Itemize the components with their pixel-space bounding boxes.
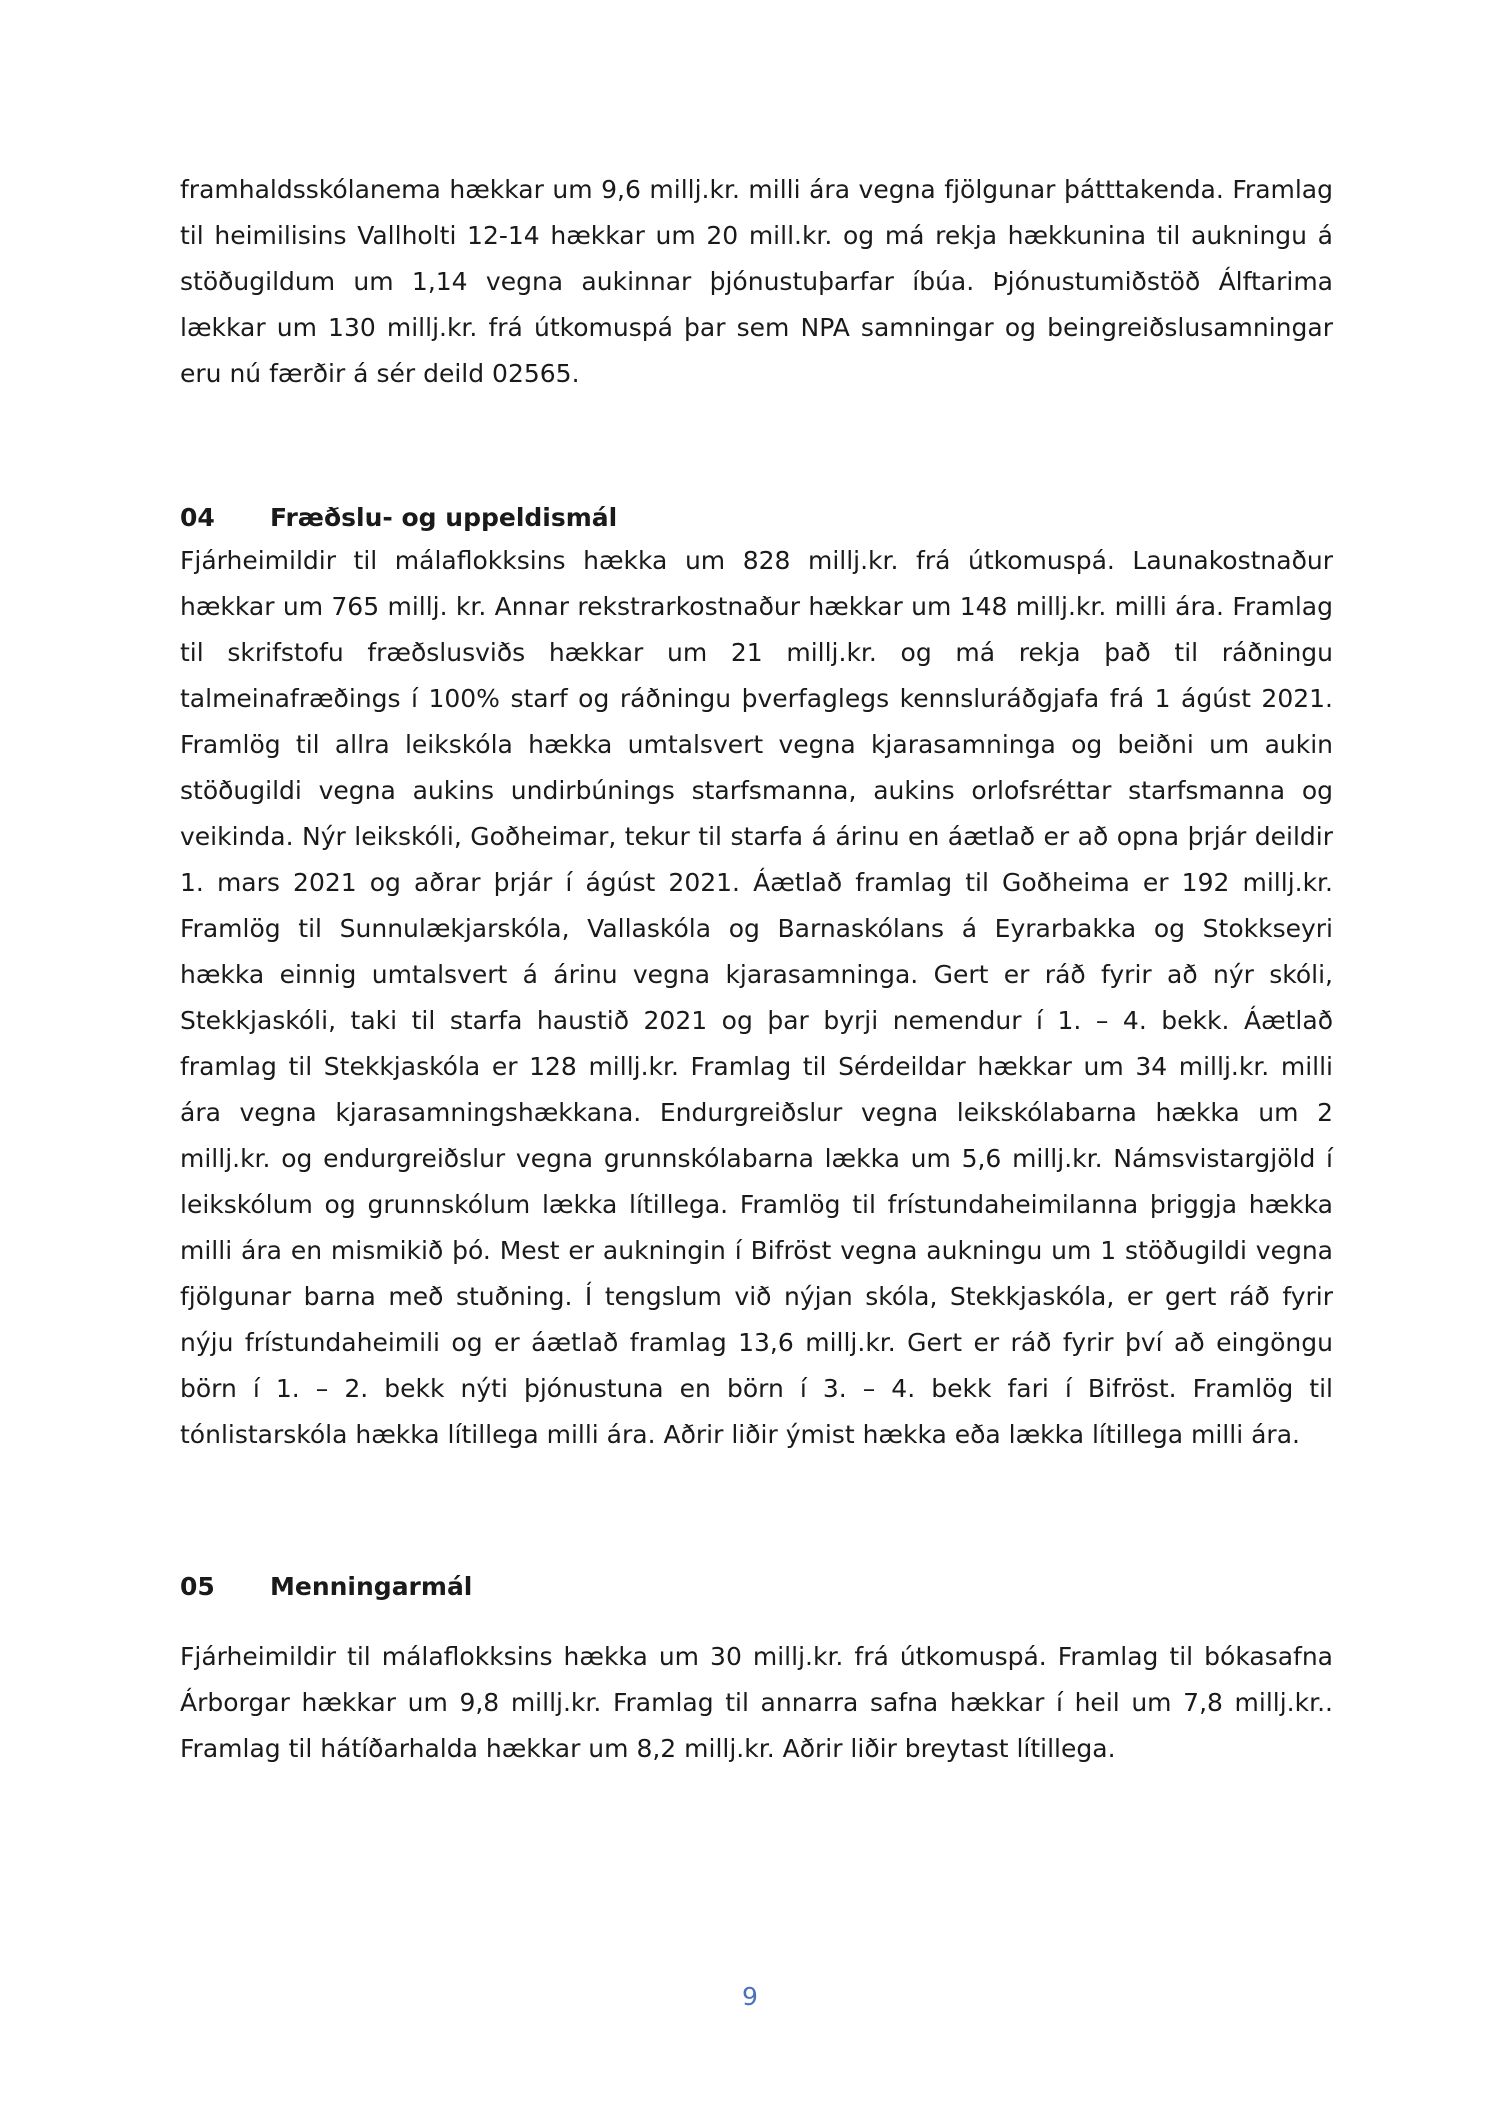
page-number: 9: [742, 1982, 758, 2011]
section-05-title: Menningarmál: [270, 1572, 473, 1601]
section-04-body: Fjárheimildir til málaflokksins hækka um 828 millj.kr. frá útkomuspá. Launakostnaður hækkar um 765 millj. kr. Annar rekstrarkostnaður hækkar um 148 millj.kr. milli ára. Framlag til skrifstofu fræðslusviðs hækkar um 21 millj.kr. og má rekja það til ráðningu talmeinafræðings í 100% starf og ráðningu þverfaglegs kennsluráðgjafa frá 1 ágúst 2021. Framlög til allra leikskóla hækka umtalsvert vegna kjarasamninga og beiðni um aukin stöðugildi vegna aukins undirbúnings starfsmanna, aukins orlofsréttar starfsmanna og veikinda. Nýr leikskóli, Goðheimar, tekur til starfa á árinu en áætlað er að opna þrjár deildir 1. mars 2021 og aðrar þrjár í ágúst 2021. Áætlað framlag til Goðheima er 192 millj.kr. Framlög til Sunnulækjarskóla, Vallaskóla og Barnaskólans á Eyrarbakka og Stokkseyri hækka einnig umtalsvert á árinu vegna kjarasamninga. Gert er ráð fyrir að nýr skóli, Stekkjaskóli, taki til starfa haustið 2021 og þar byrji nemendur í 1. – 4. bekk. Áætlað framlag til Stekkjaskóla er 128 millj.kr. Framlag til Sérdeildar hækkar um 34 millj.kr. milli ára vegna kjarasamningshækkana. Endurgreiðslur vegna leikskólabarna hækka um 2 millj.kr. og endurgreiðslur vegna grunnskólabarna lækka um 5,6 millj.kr. Námsvistargjöld í leikskólum og grunnskólum lækka lítillega. Framlög til frístundaheimilanna þriggja hækka milli ára en mismikið þó. Mest er aukningin í Bifröst vegna aukningu um 1 stöðugildi vegna fjölgunar barna með stuðning. Í tengslum við nýjan skóla, Stekkjaskóla, er gert ráð fyrir nýju frístundaheimili og er áætlað framlag 13,6 millj.kr. Gert er ráð fyrir því að eingöngu börn í 1. – 2. bekk nýti þjónustuna en börn í 3. – 4. bekk fari í Bifröst. Framlög til tónlistarskóla hækka lítillega milli ára. Aðrir liðir ýmist hækka eða lækka lítillega milli ára.: [180, 546, 1333, 1449]
section-04-title: Fræðslu- og uppeldismál: [270, 503, 618, 532]
intro-paragraph: framhaldsskólanema hækkar um 9,6 millj.kr. milli ára vegna fjölgunar þátttakenda. Framlag til heimilisins Vallholti 12-14 hækkar um 20 mill.kr. og má rekja hækkunina til aukningu á stöðugildum um 1,14 vegna aukinnar þjónustuþarfar íbúa. Þjónustumiðstöð Álftarima lækkar um 130 millj.kr. frá útkomuspá þar sem NPA samningar og beingreiðslusamningar eru nú færðir á sér deild 02565.: [180, 175, 1333, 388]
section-05-number: 05: [180, 1572, 215, 1601]
section-04-number: 04: [180, 503, 215, 532]
section-04-heading: [180, 495, 617, 541]
section-05-body: Fjárheimildir til málaflokksins hækka um 30 millj.kr. frá útkomuspá. Framlag til bókasafna Árborgar hækkar um 9,8 millj.kr. Framlag til annarra safna hækkar í heil um 7,8 millj.kr.. Framlag til hátíðarhalda hækkar um 8,2 millj.kr. Aðrir liðir breytast lítillega.: [180, 1642, 1333, 1763]
section-05-heading: [180, 1564, 472, 1610]
